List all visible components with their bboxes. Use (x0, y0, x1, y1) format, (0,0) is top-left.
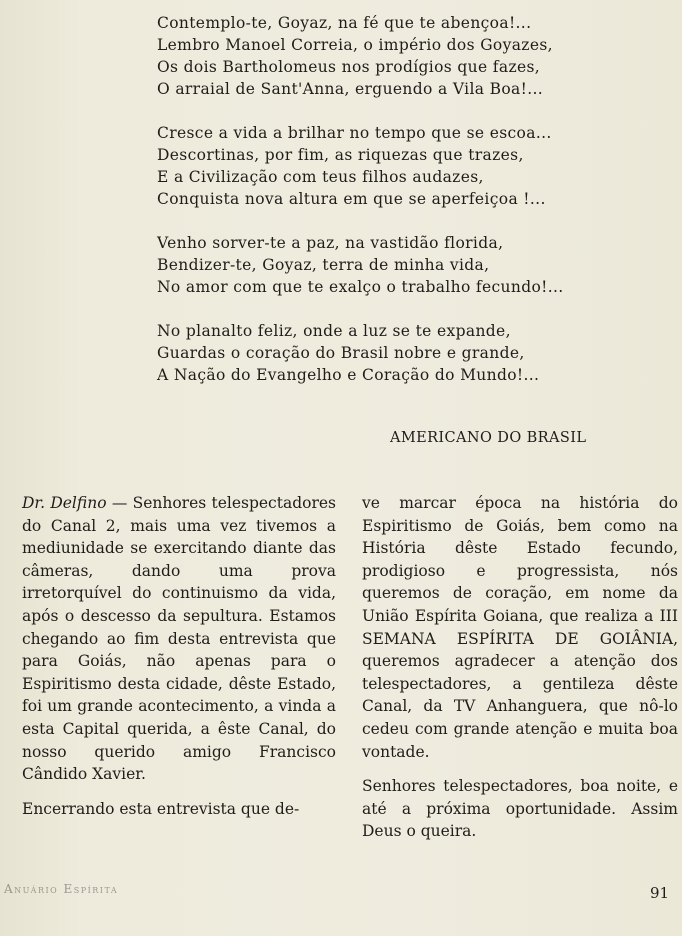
page-number: 91 (650, 884, 670, 902)
poem-stanza-4 (157, 320, 657, 386)
poem-line: O arraial de Sant'Anna, erguendo a Vila Boa!... (157, 80, 544, 98)
poem-line: Lembro Manoel Correia, o império dos Goyazes, (157, 36, 553, 54)
poem-line: Descortinas, por fim, as riquezas que trazes, (157, 146, 524, 164)
poem-line: Guardas o coração do Brasil nobre e grande, (157, 344, 525, 362)
poem-line: Contemplo-te, Goyaz, na fé que te abençoa!... (157, 14, 532, 32)
poem-stanza-3 (157, 232, 657, 298)
poem-line: No planalto feliz, onde a luz se te expande, (157, 322, 511, 340)
poem-line: Conquista nova altura em que se aperfeiçoa !... (157, 190, 546, 208)
speaker-name: Dr. Delfino (22, 494, 107, 512)
poem-line: Cresce a vida a brilhar no tempo que se escoa... (157, 124, 552, 142)
poem-stanza-1 (157, 12, 657, 100)
running-title: Anuário Espírita (4, 882, 119, 896)
poem-line: No amor com que te exalço o trabalho fecundo!... (157, 278, 564, 296)
poem-author: AMERICANO DO BRASIL (390, 430, 587, 446)
right-column (362, 492, 678, 843)
poem (157, 12, 657, 408)
paragraph: Encerrando esta entrevista que de- (22, 799, 300, 818)
paragraph: ve marcar época na história do Espiritismo de Goiás, bem como na História dêste Estado fecundo, prodigioso e progressista, nós queremos de coração, em nome da União Espírita Goiana, que realiza a III SEMANA ESPÍRITA DE GOIÂNIA, queremos agradecer a atenção dos telespectadores, a gentileza dêste Canal, da TV Anhanguera, que nô-lo cedeu com grande atenção e muita boa vontade. (362, 494, 678, 761)
poem-line: Os dois Bartholomeus nos prodígios que fazes, (157, 58, 541, 76)
paragraph-text: — Senhores telespectadores do Canal 2, mais uma vez tivemos a mediunidade se exercitando diante das câmeras, dando uma prova irretorquível do continuismo da vida, após o descesso da sepultura. Estamos chegando ao fim desta entrevista que para Goiás, não apenas para o Espiritismo desta cidade, dêste Estado, foi um grande acontecimento, a vinda a esta Capital querida, a êste Canal, do nosso querido amigo Francisco Cândido Xavier. (22, 494, 336, 784)
poem-line: Venho sorver-te a paz, na vastidão florida, (157, 234, 504, 252)
poem-stanza-2 (157, 122, 657, 210)
paragraph: Senhores telespectadores, boa noite, e até a próxima oportunidade. Assim Deus o queira. (362, 777, 678, 841)
poem-line: Bendizer-te, Goyaz, terra de minha vida, (157, 256, 490, 274)
left-column (22, 492, 336, 820)
poem-line: A Nação do Evangelho e Coração do Mundo!... (157, 366, 540, 384)
paragraph (22, 492, 336, 786)
poem-line: E a Civilização com teus filhos audazes, (157, 168, 484, 186)
